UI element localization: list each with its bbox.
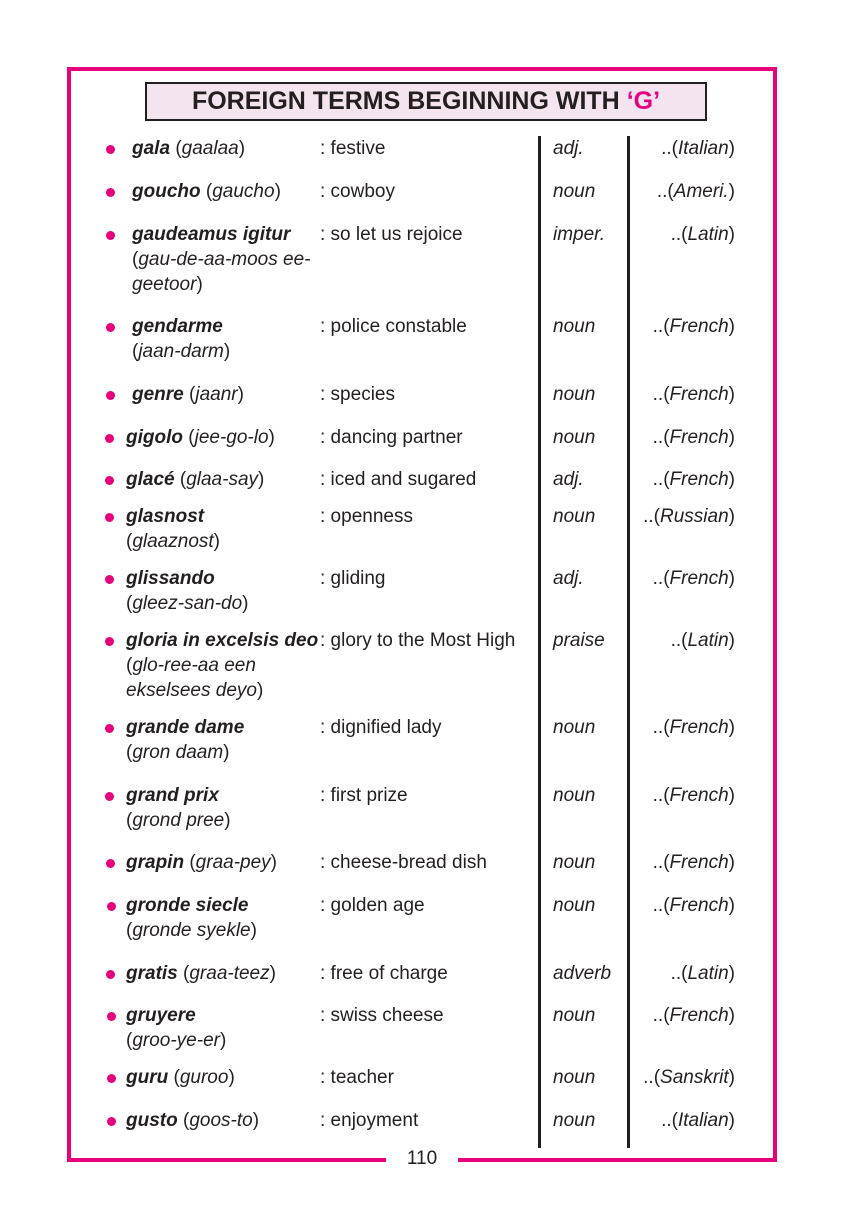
entry-meaning: : iced and sugared [320, 469, 477, 490]
term-pronunciation: guroo [179, 1067, 229, 1088]
term-word: gendarme [132, 316, 223, 337]
term-word: glissando [126, 568, 215, 589]
term-word: gusto [126, 1110, 178, 1131]
entry-part-of-speech: noun [553, 1110, 596, 1131]
bullet-icon [107, 1012, 116, 1021]
term-pronunciation: glaa-say [186, 469, 259, 490]
term-pronunciation: goos-to [189, 1110, 253, 1131]
entry-part-of-speech: noun [553, 852, 596, 873]
bullet-icon [105, 575, 114, 584]
origin-language: Russian [660, 506, 729, 527]
entry-origin: ..(French) [652, 427, 735, 448]
term-pronunciation: glaaznost [132, 531, 214, 552]
entry-part-of-speech: adverb [553, 963, 612, 984]
entry-term: goucho (gaucho) [132, 181, 281, 202]
bullet-icon [105, 513, 114, 522]
page-title [145, 82, 707, 121]
title-text: FOREIGN TERMS BEGINNING WITH [191, 87, 627, 115]
entry-meaning: : swiss cheese [320, 1005, 444, 1026]
entry-meaning: : so let us rejoice [320, 224, 463, 245]
term-pronunciation: gronde syekle [132, 920, 251, 941]
term-word: genre [132, 384, 184, 405]
entry-meaning: : species [320, 384, 395, 405]
bullet-icon [107, 902, 116, 911]
entry-origin: ..(French) [652, 717, 735, 738]
entry-meaning: : teacher [320, 1067, 394, 1088]
entry-term: gratis (graa-teez) [126, 963, 276, 984]
entry-origin: ..(Latin) [670, 630, 735, 651]
origin-language: Latin [687, 224, 729, 245]
entry-meaning: : dignified lady [320, 717, 442, 738]
term-pronunciation: gaalaa [181, 138, 239, 159]
entry-origin: ..(Italian) [661, 138, 735, 159]
entry-term: gloria in excelsis deo (glo-ree-aa een ekselsees deyo) [126, 630, 319, 701]
origin-language: French [669, 852, 729, 873]
term-pronunciation: gaucho [212, 181, 275, 202]
origin-language: Italian [677, 138, 729, 159]
term-word: goucho [132, 181, 201, 202]
bullet-icon [106, 323, 115, 332]
term-word: gronde siecle [126, 895, 249, 916]
entry-meaning: : police constable [320, 316, 467, 337]
bullet-icon [106, 145, 115, 154]
origin-language: French [669, 316, 729, 337]
entry-term: gronde siecle (gronde syekle) [126, 895, 257, 941]
entry-term: gaudeamus igitur (gau-de-aa-moos ee-geetoor) [132, 224, 311, 295]
bullet-icon [106, 231, 115, 240]
bullet-icon [107, 1117, 116, 1126]
entry-origin: ..(French) [652, 852, 735, 873]
entry-term: gusto (goos-to) [126, 1110, 260, 1131]
entry-meaning: : cheese-bread dish [320, 852, 487, 873]
origin-language: French [669, 785, 729, 806]
bullet-icon [105, 476, 114, 485]
title-letter: ‘G’ [626, 87, 661, 115]
term-word: grand prix [126, 785, 219, 806]
entry-part-of-speech: noun [553, 506, 596, 527]
column-divider-left [538, 136, 541, 1148]
bullet-icon [106, 859, 115, 868]
origin-language: French [669, 469, 729, 490]
entry-origin: ..(French) [652, 895, 735, 916]
entry-origin: ..(Italian) [661, 1110, 735, 1131]
term-word: guru [126, 1067, 169, 1088]
entry-meaning: : festive [320, 138, 386, 159]
term-pronunciation: jaanr [195, 384, 238, 405]
entry-origin: ..(Sanskrit) [643, 1067, 735, 1088]
origin-language: French [669, 1005, 729, 1026]
entry-part-of-speech: noun [553, 427, 596, 448]
entry-term: glacé (glaa-say) [126, 469, 265, 490]
term-pronunciation: gron daam [132, 742, 224, 763]
entry-origin: ..(Russian) [643, 506, 735, 527]
origin-language: French [669, 717, 729, 738]
term-pronunciation: graa-pey [195, 852, 271, 873]
term-word: grapin [126, 852, 185, 873]
term-pronunciation: jaan-darm [138, 341, 224, 362]
entry-origin: ..(Ameri.) [656, 181, 735, 202]
entry-meaning: : free of charge [320, 963, 448, 984]
entry-term: gruyere (groo-ye-er) [126, 1005, 227, 1051]
entry-term: gendarme (jaan-darm) [132, 316, 231, 362]
entry-part-of-speech: noun [553, 316, 596, 337]
entry-term: grapin (graa-pey) [126, 852, 277, 873]
entry-origin: ..(French) [652, 1005, 735, 1026]
origin-language: Latin [687, 630, 729, 651]
origin-language: Sanskrit [660, 1067, 729, 1088]
origin-language: French [669, 384, 729, 405]
entry-term: gigolo (jee-go-lo) [126, 427, 275, 448]
entry-term: glissando (gleez-san-do) [126, 568, 249, 614]
entry-origin: ..(French) [652, 384, 735, 405]
bullet-icon [105, 434, 114, 443]
entry-part-of-speech: noun [553, 785, 596, 806]
entry-part-of-speech: adj. [553, 469, 584, 490]
bullet-icon [106, 391, 115, 400]
bullet-icon [106, 970, 115, 979]
term-word: gala [132, 138, 171, 159]
entry-origin: ..(Latin) [670, 224, 735, 245]
entry-part-of-speech: imper. [553, 224, 606, 245]
entry-meaning: : gliding [320, 568, 386, 589]
entry-term: genre (jaanr) [132, 384, 244, 405]
origin-language: Italian [677, 1110, 729, 1131]
term-pronunciation: gleez-san-do [132, 593, 243, 614]
entry-meaning: : golden age [320, 895, 425, 916]
entry-origin: ..(French) [652, 568, 735, 589]
entry-origin: ..(Latin) [670, 963, 735, 984]
entry-origin: ..(French) [652, 316, 735, 337]
origin-language: French [669, 568, 729, 589]
term-pronunciation: glo-ree-aa een ekselsees deyo [126, 655, 257, 701]
origin-language: French [669, 895, 729, 916]
term-word: glacé [126, 469, 175, 490]
entry-part-of-speech: noun [553, 895, 596, 916]
entry-meaning: : dancing partner [320, 427, 463, 448]
entry-meaning: : enjoyment [320, 1110, 419, 1131]
entry-term: gala (gaalaa) [132, 138, 246, 159]
entry-term: glasnost (glaaznost) [126, 506, 220, 552]
origin-language: French [669, 427, 729, 448]
entry-origin: ..(French) [652, 469, 735, 490]
bullet-icon [105, 724, 114, 733]
entry-meaning: : cowboy [320, 181, 395, 202]
term-word: grande dame [126, 717, 245, 738]
entry-meaning: : first prize [320, 785, 408, 806]
term-word: gloria in excelsis deo [126, 630, 319, 651]
origin-language: Latin [687, 963, 729, 984]
entry-term: guru (guroo) [126, 1067, 235, 1088]
bullet-icon [105, 637, 114, 646]
term-word: gigolo [126, 427, 183, 448]
entry-term: grand prix (grond pree) [126, 785, 231, 831]
page-number: 110 [386, 1146, 458, 1172]
term-pronunciation: grond pree [132, 810, 225, 831]
term-pronunciation: groo-ye-er [132, 1030, 220, 1051]
entry-meaning: : glory to the Most High [320, 630, 516, 651]
entry-meaning: : openness [320, 506, 413, 527]
entry-part-of-speech: noun [553, 717, 596, 738]
entry-part-of-speech: praise [553, 630, 605, 651]
term-word: glasnost [126, 506, 205, 527]
origin-language: Ameri. [673, 181, 729, 202]
entry-part-of-speech: adj. [553, 138, 584, 159]
term-word: gaudeamus igitur [132, 224, 291, 245]
bullet-icon [106, 188, 115, 197]
term-word: gratis [126, 963, 178, 984]
term-pronunciation: jee-go-lo [194, 427, 269, 448]
entry-part-of-speech: noun [553, 1067, 596, 1088]
entry-part-of-speech: adj. [553, 568, 584, 589]
entry-part-of-speech: noun [553, 181, 596, 202]
entry-part-of-speech: noun [553, 1005, 596, 1026]
term-pronunciation: gau-de-aa-moos ee-geetoor [132, 249, 311, 295]
entry-origin: ..(French) [652, 785, 735, 806]
term-pronunciation: graa-teez [189, 963, 270, 984]
entry-part-of-speech: noun [553, 384, 596, 405]
bullet-icon [105, 792, 114, 801]
column-divider-right [627, 136, 630, 1148]
bullet-icon [107, 1074, 116, 1083]
term-word: gruyere [126, 1005, 196, 1026]
entry-term: grande dame (gron daam) [126, 717, 245, 763]
